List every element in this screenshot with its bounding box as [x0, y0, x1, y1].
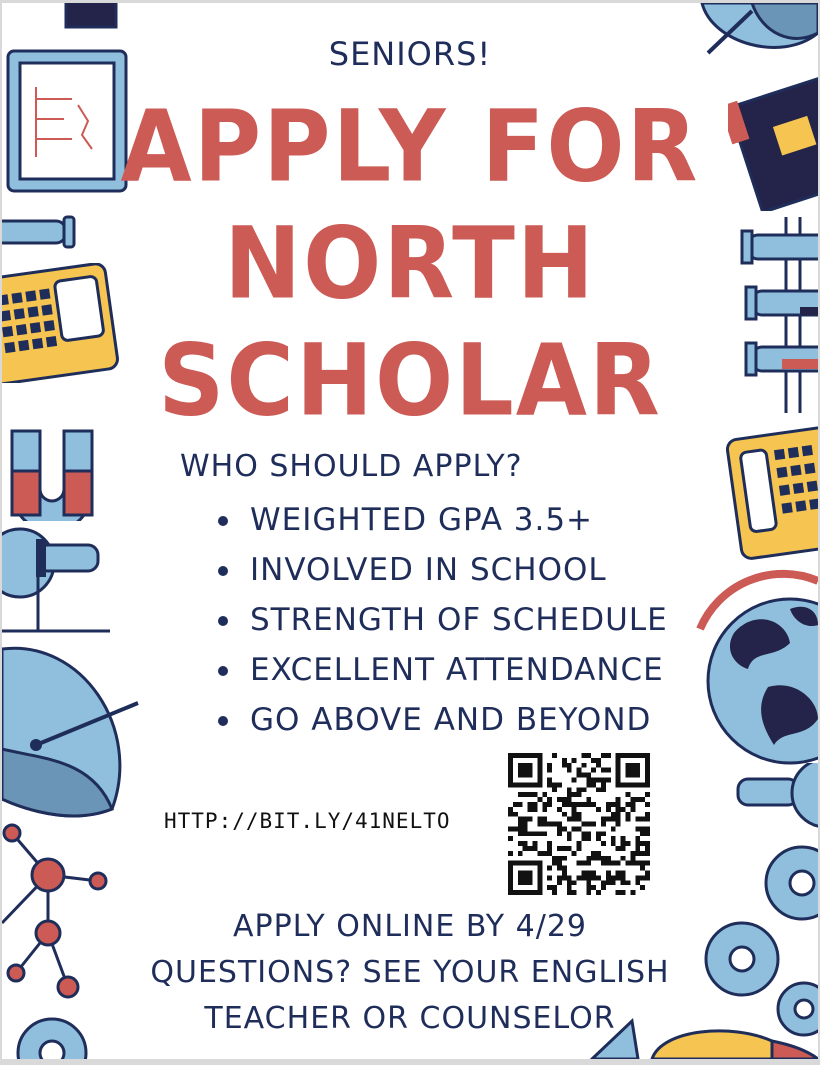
- criteria-list: [216, 495, 668, 745]
- criteria-item: EXCELLENT ATTENDANCE: [216, 645, 668, 695]
- title-line-2: NORTH: [224, 205, 596, 322]
- satellite-dish-icon: [2, 639, 142, 829]
- application-link[interactable]: HTTP://BIT.LY/41NELTO: [164, 809, 451, 833]
- book-corner-icon: [62, 3, 122, 31]
- questions-text: QUESTIONS? SEE YOUR ENGLISH: [150, 955, 670, 990]
- qr-code[interactable]: [508, 753, 650, 895]
- criteria-item: STRENGTH OF SCHEDULE: [216, 595, 668, 645]
- criteria-item: GO ABOVE AND BEYOND: [216, 695, 668, 745]
- who-should-apply-heading: WHO SHOULD APPLY?: [180, 449, 523, 484]
- contact-text: TEACHER OR COUNSELOR: [204, 1001, 616, 1036]
- flask-right-icon: [734, 763, 818, 833]
- deadline-text: APPLY ONLINE BY 4/29: [232, 909, 587, 944]
- flask-icon: [2, 523, 112, 643]
- criteria-item: INVOLVED IN SCHOOL: [216, 545, 668, 595]
- criteria-item: WEIGHTED GPA 3.5+: [216, 495, 668, 545]
- flyer-page: [2, 3, 818, 1059]
- title-line-3: SCHOLAR: [158, 322, 662, 439]
- title-line-1: APPLY FOR: [120, 88, 700, 205]
- globe-icon: [694, 569, 818, 769]
- eyebrow-text: SENIORS!: [328, 35, 492, 73]
- calculator-right-icon: [726, 423, 818, 563]
